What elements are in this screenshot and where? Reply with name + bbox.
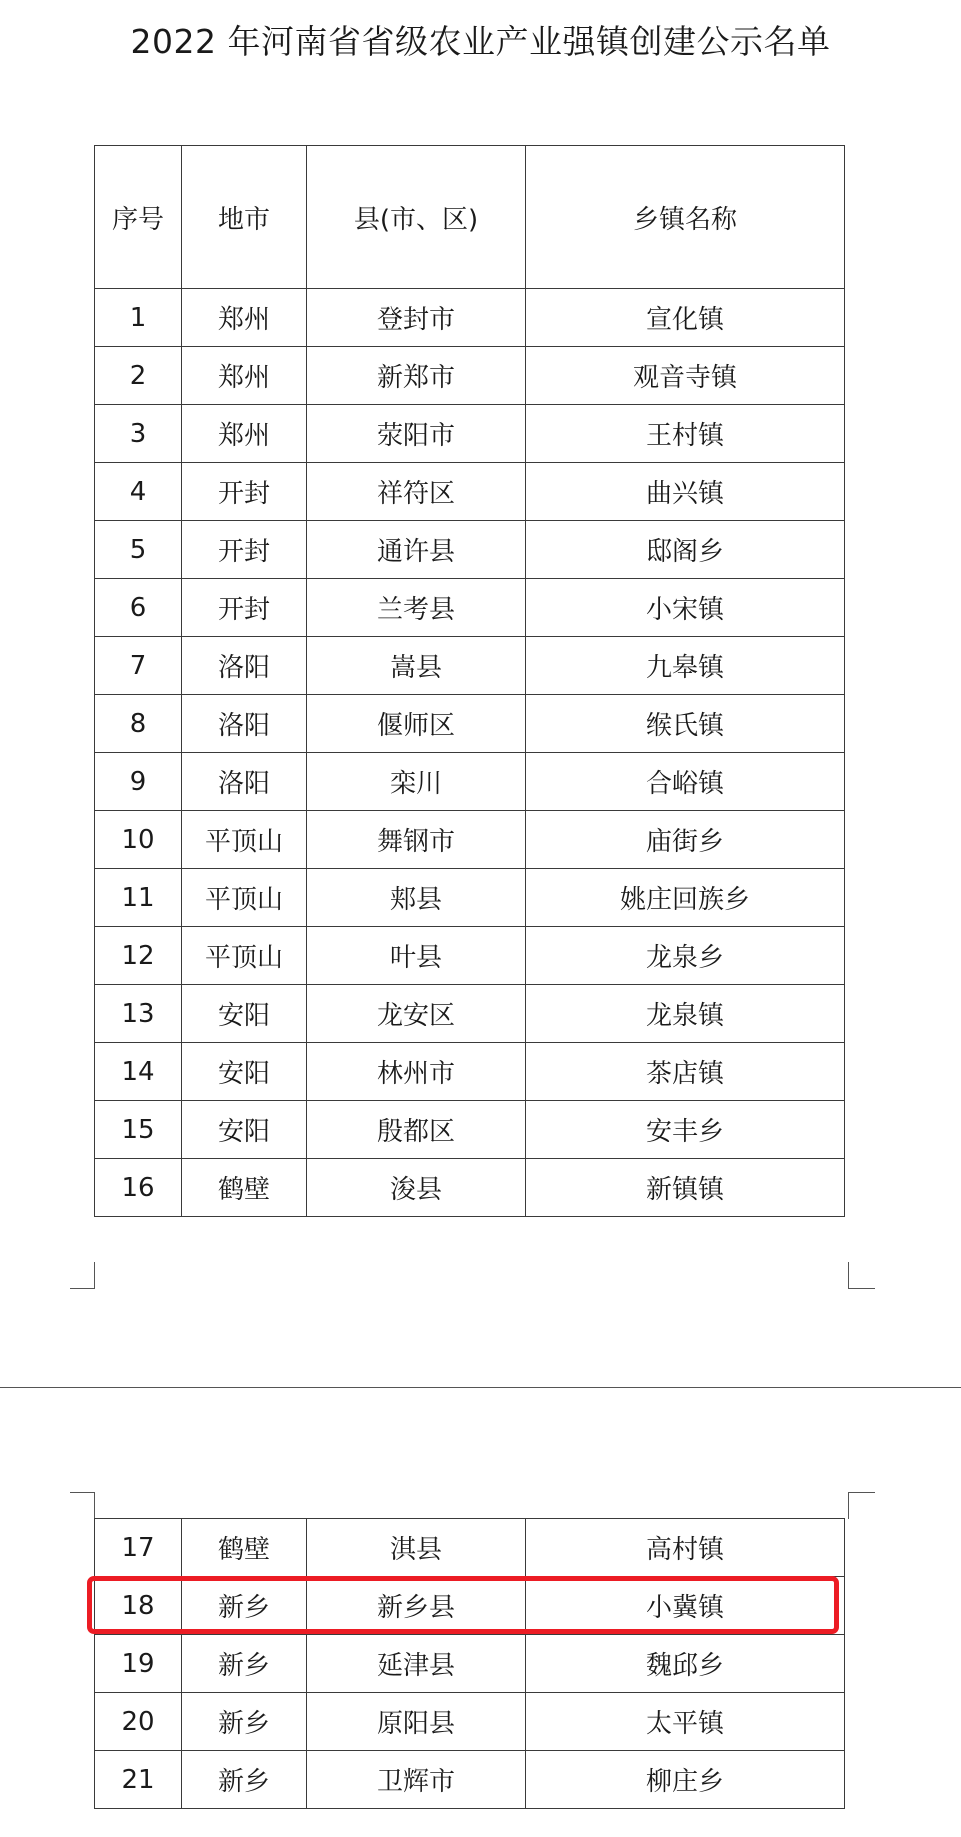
table-row [95, 405, 845, 463]
town-cell: 高村镇 [526, 1519, 845, 1577]
table-row [95, 347, 845, 405]
table-row [95, 753, 845, 811]
table-row [95, 463, 845, 521]
town-cell: 观音寺镇 [526, 347, 845, 405]
table-row [95, 927, 845, 985]
county-cell: 偃师区 [307, 695, 526, 753]
seq-cell: 12 [95, 927, 182, 985]
town-cell: 合峪镇 [526, 753, 845, 811]
town-cell: 新镇镇 [526, 1159, 845, 1217]
city-cell: 新乡 [182, 1693, 307, 1751]
county-cell: 栾川 [307, 753, 526, 811]
seq-cell: 13 [95, 985, 182, 1043]
table-header-row [95, 146, 845, 289]
city-cell: 平顶山 [182, 811, 307, 869]
city-cell: 安阳 [182, 1043, 307, 1101]
seq-cell: 4 [95, 463, 182, 521]
town-cell: 太平镇 [526, 1693, 845, 1751]
seq-cell: 18 [95, 1577, 182, 1635]
table-row [95, 579, 845, 637]
county-cell: 龙安区 [307, 985, 526, 1043]
seq-cell: 20 [95, 1693, 182, 1751]
table-row [95, 289, 845, 347]
seq-cell: 5 [95, 521, 182, 579]
document-title: 2022 年河南省省级农业产业强镇创建公示名单 [130, 22, 831, 61]
county-cell: 郏县 [307, 869, 526, 927]
seq-cell: 2 [95, 347, 182, 405]
county-cell: 叶县 [307, 927, 526, 985]
header-city: 地市 [182, 146, 307, 289]
seq-cell: 16 [95, 1159, 182, 1217]
town-list-table-page-1 [94, 145, 845, 1217]
county-cell: 登封市 [307, 289, 526, 347]
seq-cell: 10 [95, 811, 182, 869]
town-cell: 柳庄乡 [526, 1751, 845, 1809]
table-row [95, 1101, 845, 1159]
city-cell: 平顶山 [182, 927, 307, 985]
crop-mark-top-left [70, 1492, 95, 1519]
city-cell: 平顶山 [182, 869, 307, 927]
crop-mark-bottom-right [848, 1262, 875, 1289]
town-cell: 龙泉乡 [526, 927, 845, 985]
town-cell: 安丰乡 [526, 1101, 845, 1159]
table-row [95, 1159, 845, 1217]
county-cell: 林州市 [307, 1043, 526, 1101]
seq-cell: 17 [95, 1519, 182, 1577]
page-separator [0, 1387, 961, 1388]
town-cell: 邸阁乡 [526, 521, 845, 579]
town-cell: 姚庄回族乡 [526, 869, 845, 927]
table-row [95, 1751, 845, 1809]
county-cell: 殷都区 [307, 1101, 526, 1159]
town-cell: 九皋镇 [526, 637, 845, 695]
city-cell: 鹤壁 [182, 1159, 307, 1217]
city-cell: 开封 [182, 521, 307, 579]
county-cell: 嵩县 [307, 637, 526, 695]
town-cell: 小冀镇 [526, 1577, 845, 1635]
town-cell: 庙街乡 [526, 811, 845, 869]
seq-cell: 21 [95, 1751, 182, 1809]
county-cell: 浚县 [307, 1159, 526, 1217]
header-county: 县(市、区) [307, 146, 526, 289]
city-cell: 洛阳 [182, 637, 307, 695]
highlighted-row [95, 1577, 845, 1635]
county-cell: 原阳县 [307, 1693, 526, 1751]
county-cell: 祥符区 [307, 463, 526, 521]
seq-cell: 8 [95, 695, 182, 753]
county-cell: 荥阳市 [307, 405, 526, 463]
table-row [95, 521, 845, 579]
county-cell: 新郑市 [307, 347, 526, 405]
county-cell: 通许县 [307, 521, 526, 579]
seq-cell: 19 [95, 1635, 182, 1693]
city-cell: 郑州 [182, 405, 307, 463]
seq-cell: 7 [95, 637, 182, 695]
city-cell: 开封 [182, 463, 307, 521]
table-row [95, 637, 845, 695]
table-row [95, 695, 845, 753]
seq-cell: 3 [95, 405, 182, 463]
crop-mark-bottom-left [70, 1262, 95, 1289]
county-cell: 卫辉市 [307, 1751, 526, 1809]
town-list-table-page-2 [94, 1518, 845, 1809]
town-cell: 王村镇 [526, 405, 845, 463]
city-cell: 新乡 [182, 1577, 307, 1635]
seq-cell: 14 [95, 1043, 182, 1101]
city-cell: 新乡 [182, 1635, 307, 1693]
table-row [95, 811, 845, 869]
table-row [95, 1519, 845, 1577]
town-cell: 曲兴镇 [526, 463, 845, 521]
table-row [95, 869, 845, 927]
crop-mark-top-right [848, 1492, 875, 1519]
city-cell: 郑州 [182, 347, 307, 405]
county-cell: 兰考县 [307, 579, 526, 637]
city-cell: 安阳 [182, 985, 307, 1043]
county-cell: 延津县 [307, 1635, 526, 1693]
town-cell: 小宋镇 [526, 579, 845, 637]
seq-cell: 9 [95, 753, 182, 811]
city-cell: 鹤壁 [182, 1519, 307, 1577]
town-cell: 缑氏镇 [526, 695, 845, 753]
city-cell: 开封 [182, 579, 307, 637]
city-cell: 安阳 [182, 1101, 307, 1159]
county-cell: 新乡县 [307, 1577, 526, 1635]
table-row [95, 1635, 845, 1693]
table-row [95, 1043, 845, 1101]
county-cell: 舞钢市 [307, 811, 526, 869]
town-cell: 龙泉镇 [526, 985, 845, 1043]
header-town: 乡镇名称 [526, 146, 845, 289]
table-row [95, 985, 845, 1043]
seq-cell: 15 [95, 1101, 182, 1159]
city-cell: 洛阳 [182, 695, 307, 753]
seq-cell: 6 [95, 579, 182, 637]
city-cell: 洛阳 [182, 753, 307, 811]
seq-cell: 1 [95, 289, 182, 347]
header-seq: 序号 [95, 146, 182, 289]
table-row [95, 1693, 845, 1751]
town-cell: 宣化镇 [526, 289, 845, 347]
county-cell: 淇县 [307, 1519, 526, 1577]
town-cell: 魏邱乡 [526, 1635, 845, 1693]
town-cell: 茶店镇 [526, 1043, 845, 1101]
seq-cell: 11 [95, 869, 182, 927]
city-cell: 郑州 [182, 289, 307, 347]
city-cell: 新乡 [182, 1751, 307, 1809]
